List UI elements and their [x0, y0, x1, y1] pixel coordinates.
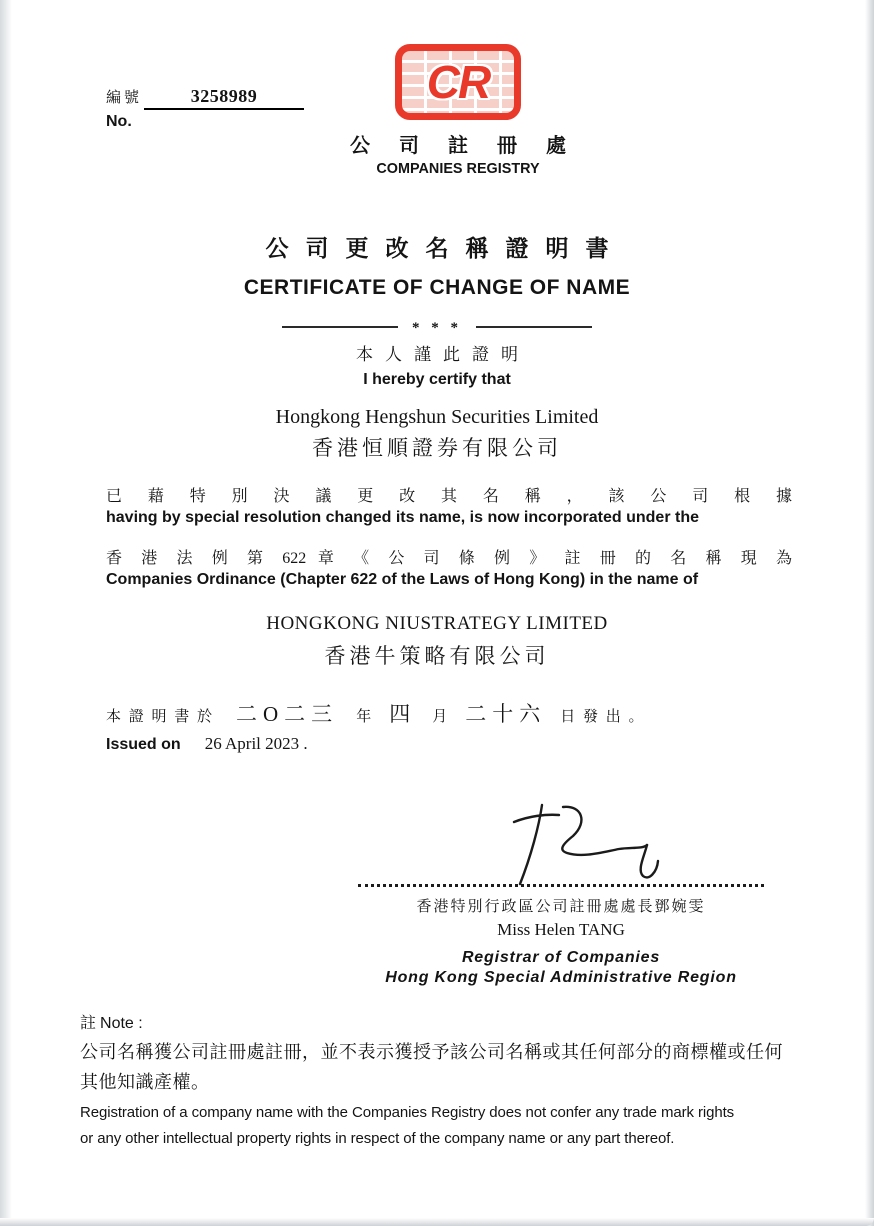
- issue-year-unit: 年: [356, 709, 374, 725]
- registrar-signature-icon: [446, 800, 676, 888]
- certify-statement: [0, 340, 874, 389]
- registrar-name: Miss Helen TANG: [497, 920, 625, 939]
- registry-name-en: COMPANIES REGISTRY: [376, 160, 540, 177]
- serial-number-block: [106, 86, 304, 131]
- scan-edge-bottom: [0, 1218, 874, 1226]
- serial-number: 3258989: [190, 86, 258, 106]
- divider-line-right: [476, 326, 592, 328]
- issue-prefix-zh: 本 證 明 書 於: [106, 709, 215, 725]
- note-zh-line1: 公司名稱獲公司註冊處註冊，並不表示獲授予該公司名稱或其任何部分的商標權或任何: [80, 1042, 783, 1062]
- serial-underline: [144, 86, 304, 110]
- cr-logo-icon: [395, 44, 521, 120]
- note-en-line1: Registration of a company name with the Companies Registry does not confer any trade mark rights: [80, 1104, 735, 1121]
- signature-dotted-line: [358, 884, 764, 887]
- note-en-line2: or any other intellectual property rights in respect of the company name or any part thereof.: [80, 1130, 675, 1147]
- registry-name-zh: 公 司 註 冊 處: [350, 135, 578, 157]
- registrar-role-line1: Registrar of Companies: [461, 949, 661, 966]
- former-company-name: [0, 406, 874, 462]
- divider-line-left: [282, 326, 398, 328]
- new-company-name: [0, 613, 874, 670]
- title-divider: [0, 318, 874, 335]
- former-company-name-zh: 香港恒順證券有限公司: [312, 436, 562, 460]
- clause-gap: [106, 527, 792, 545]
- issue-month-value: 四: [389, 702, 417, 726]
- issue-month-unit: 月: [432, 709, 450, 725]
- former-company-name-en: Hongkong Hengshun Securities Limited: [275, 406, 599, 428]
- issued-on-label: Issued on: [106, 736, 181, 753]
- clause1-zh: 已 藉 特 別 決 議 更 改 其 名 稱 ， 該 公 司 根 據: [106, 488, 792, 505]
- registrar-role-line2: Hong Kong Special Administrative Region: [385, 969, 737, 986]
- note-block: [80, 1010, 810, 1152]
- certificate-title: [0, 230, 874, 300]
- issued-on-date: 26 April 2023 .: [204, 734, 308, 753]
- serial-label-zh: 編號: [106, 90, 143, 106]
- divider-stars: * * *: [412, 320, 462, 336]
- note-label: [80, 1010, 810, 1033]
- certificate-body: [106, 483, 792, 589]
- note-zh-line2: 其他知識產權。: [80, 1072, 210, 1092]
- certify-statement-en: I hereby certify that: [363, 371, 511, 388]
- cr-logo-text: CR: [426, 56, 490, 108]
- issue-year-value: 二O二三: [236, 702, 339, 726]
- issue-suffix-zh: 日 發 出 。: [560, 709, 646, 725]
- issue-date-line-en: [106, 734, 308, 754]
- issue-day-value: 二十六: [465, 702, 547, 726]
- issue-date-line-zh: [106, 698, 645, 728]
- clause2-zh: 香 港 法 例 第 622 章 《 公 司 條 例 》 註 冊 的 名 稱 現 為: [106, 550, 792, 567]
- new-company-name-en: HONGKONG NIUSTRATEGY LIMITED: [266, 613, 608, 634]
- serial-label-en: No.: [106, 113, 132, 130]
- certificate-title-zh: 公司更改名稱證明書: [265, 236, 626, 261]
- certify-statement-zh: 本人謹此證明: [356, 345, 530, 364]
- note-label-en: Note :: [100, 1015, 143, 1032]
- signature-block: [358, 800, 764, 987]
- registrar-title-zh: 香港特別行政區公司註冊處處長鄧婉雯: [416, 899, 706, 915]
- certificate-title-en: CERTIFICATE OF CHANGE OF NAME: [243, 276, 631, 299]
- clause2-en: Companies Ordinance (Chapter 622 of the Laws of Hong Kong) in the name of: [106, 571, 699, 588]
- registry-header: [336, 44, 580, 177]
- clause1-en: having by special resolution changed its name, is now incorporated under the: [106, 509, 699, 526]
- new-company-name-zh: 香港牛策略有限公司: [324, 644, 550, 668]
- note-label-zh: 註: [80, 1015, 97, 1032]
